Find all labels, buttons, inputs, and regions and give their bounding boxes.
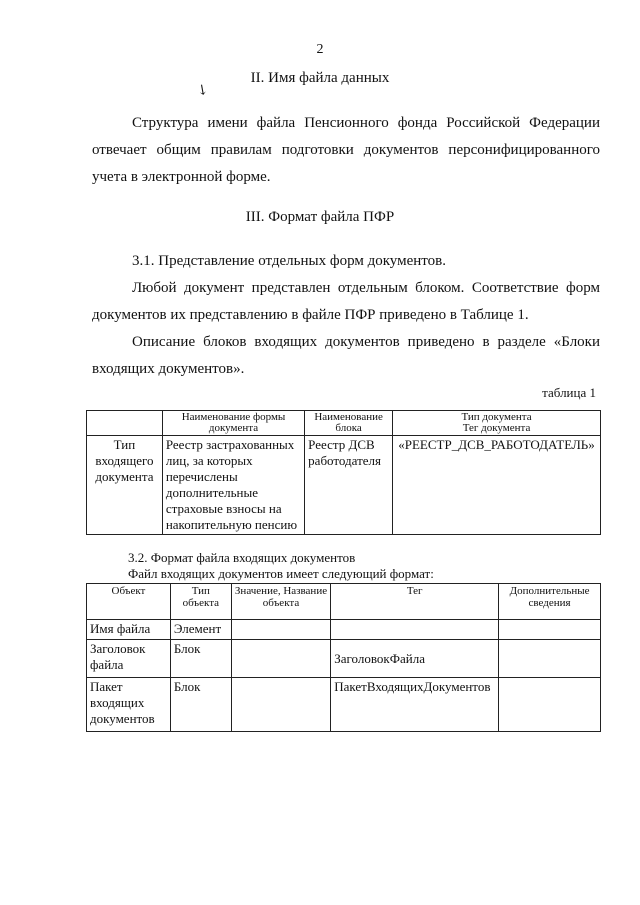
table-2-cell: [499, 678, 601, 732]
table-1-cell-form: Реестр застрахованных лиц, за которых перечислены дополнительные страховые взносы на накопительную пенсию: [162, 436, 304, 535]
table-2-cell: Блок: [170, 640, 231, 678]
table-2-cell: Элемент: [170, 620, 231, 640]
section-3-paragraph-1: Любой документ представлен отдельным блоком. Соответствие форм документов их представлению в файле ПФР приведено в Таблице 1.: [92, 280, 600, 323]
table-1-header-block-name: Наименование блока: [305, 411, 393, 436]
table-2-cell: Имя файла: [87, 620, 171, 640]
table-1: [86, 410, 601, 535]
table-2-cell: [231, 620, 330, 640]
table-2-cell: [499, 620, 601, 640]
section-3-paragraph-2: Описание блоков входящих документов приведено в разделе «Блоки входящих документов».: [92, 334, 600, 377]
table-2-header-object: Объект: [87, 584, 171, 620]
table-2-cell: ПакетВходящихДокументов: [331, 678, 499, 732]
subsection-3-2-subtitle: Файл входящих документов имеет следующий формат:: [128, 566, 434, 581]
table-1-header-form-name: Наименование формы документа: [162, 411, 304, 436]
table-1-cell-type: Тип входящего документа: [87, 436, 163, 535]
table-1-header-doc-type-line2: Тег документа: [462, 422, 531, 434]
table-2-cell: Блок: [170, 678, 231, 732]
table-2-header-tag: Тег: [331, 584, 499, 620]
table-1-cell-block: Реестр ДСВ работодателя: [305, 436, 393, 535]
pen-mark: ↘: [192, 80, 211, 101]
table-2-header-extra: Дополнительные сведения: [499, 584, 601, 620]
section-2-paragraph: Структура имени файла Пенсионного фонда Российской Федерации отвечает общим правилам подготовки документов персонифицированного учета в электронной форме.: [92, 115, 600, 185]
table-2: [86, 583, 601, 732]
subsection-3-2-title: 3.2. Формат файла входящих документов: [128, 550, 356, 565]
table-2-header-type: Тип объекта: [170, 584, 231, 620]
table-2-cell: Заголовок файла: [87, 640, 171, 678]
table-row: [87, 640, 601, 678]
table-1-header-empty: [87, 411, 163, 436]
table-2-header-value: Значение, Название объекта: [231, 584, 330, 620]
table-1-cell-tag: «РЕЕСТР_ДСВ_РАБОТОДАТЕЛЬ»: [393, 436, 601, 535]
table-2-cell: [331, 620, 499, 640]
table-2-header-row: [87, 584, 601, 620]
page-number: 2: [316, 42, 324, 57]
table-2-cell: ЗаголовокФайла: [331, 640, 499, 678]
table-row: [87, 436, 601, 535]
table-1-label: таблица 1: [542, 385, 596, 400]
table-2-cell: [231, 640, 330, 678]
table-2-cell: [499, 640, 601, 678]
subsection-3-1-title: 3.1. Представление отдельных форм документов.: [132, 253, 446, 269]
table-2-cell: [231, 678, 330, 732]
table-1-header-doc-type-line1: Тип документа: [461, 411, 532, 423]
table-1-header-doc-type: [393, 411, 601, 436]
section-2-heading: II. Имя файла данных: [250, 70, 390, 86]
table-row: [87, 678, 601, 732]
table-2-cell: Пакет входящих документов: [87, 678, 171, 732]
table-row: [87, 620, 601, 640]
section-3-heading: III. Формат файла ПФР: [245, 209, 395, 225]
table-1-header-row: [87, 411, 601, 436]
